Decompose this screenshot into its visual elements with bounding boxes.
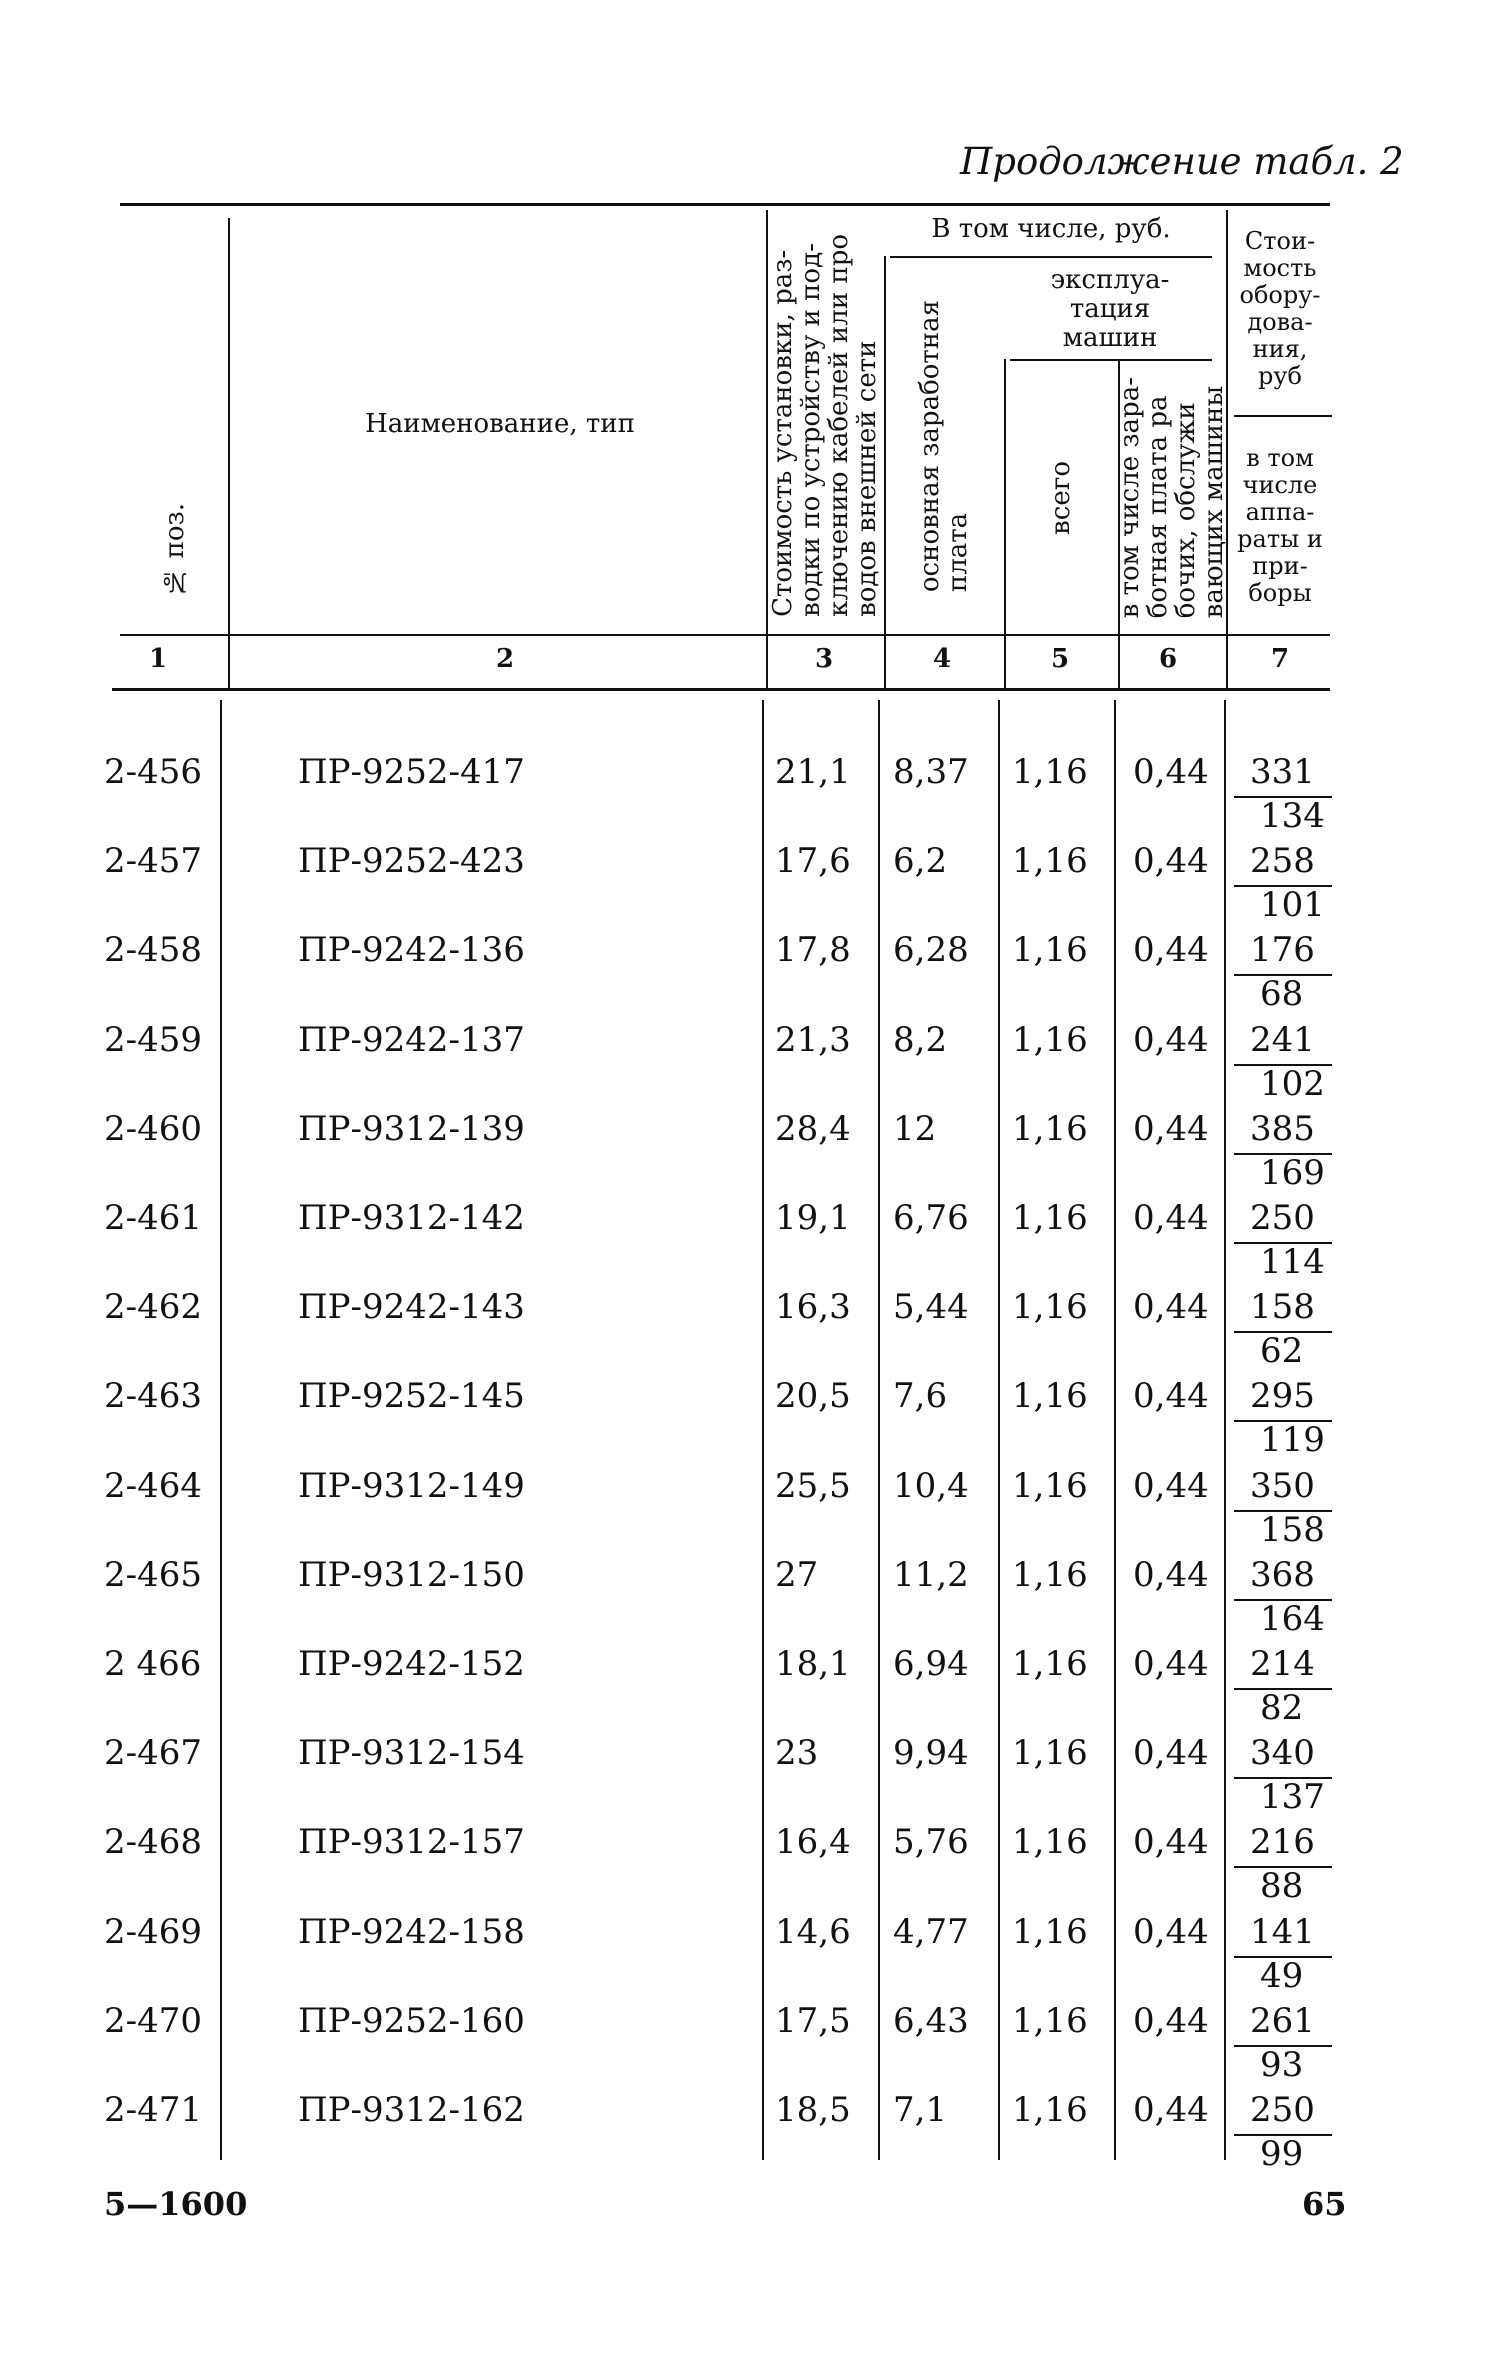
- cell-pos: 2-460: [104, 1109, 203, 1149]
- exploit-rule: [1010, 359, 1212, 361]
- page-title: Продолжение табл. 2: [960, 140, 1404, 183]
- cell-c6: 0,44: [1133, 1287, 1209, 1327]
- cell-c3: 23: [775, 1733, 819, 1773]
- colnum: 5: [1050, 644, 1070, 674]
- cell-name: ПР-9242-137: [298, 1020, 525, 1060]
- body-divider: [762, 700, 764, 2160]
- cell-pos: 2-458: [104, 930, 203, 970]
- cell-c5: 1,16: [1012, 752, 1088, 792]
- cell-pos: 2-471: [104, 2090, 203, 2130]
- cell-c6: 0,44: [1133, 1822, 1209, 1862]
- cell-c3: 17,6: [775, 841, 851, 881]
- cell-c4: 8,2: [893, 1020, 948, 1060]
- cell-c6: 0,44: [1133, 930, 1209, 970]
- equip-rule: [1234, 415, 1332, 417]
- header-bottom-rule: [120, 634, 1330, 636]
- header-incl-apparatus: в том числе аппа- раты и при- боры: [1237, 444, 1323, 607]
- cell-c5: 1,16: [1012, 1287, 1088, 1327]
- cell-equipment-cost: 250: [1250, 2090, 1315, 2130]
- cell-name: ПР-9252-145: [298, 1376, 525, 1416]
- header-name: Наименование, тип: [365, 409, 635, 439]
- cell-c6: 0,44: [1133, 2090, 1209, 2130]
- cell-c3: 14,6: [775, 1912, 851, 1952]
- body-divider: [878, 700, 880, 2160]
- header-incl: В том числе, руб.: [931, 214, 1171, 244]
- cell-name: ПР-9312-149: [298, 1466, 525, 1506]
- cell-c3: 20,5: [775, 1376, 851, 1416]
- cell-c3: 17,5: [775, 2001, 851, 2041]
- cell-c3: 18,5: [775, 2090, 851, 2130]
- cell-pos: 2-457: [104, 841, 203, 881]
- body-divider: [998, 700, 1000, 2160]
- cell-apparatus-cost: 169: [1260, 1153, 1325, 1193]
- cell-name: ПР-9242-152: [298, 1644, 525, 1684]
- cell-name: ПР-9252-423: [298, 841, 525, 881]
- cell-apparatus-cost: 62: [1260, 1331, 1304, 1371]
- colnum: 2: [495, 644, 515, 674]
- cell-c6: 0,44: [1133, 841, 1209, 881]
- cell-c3: 18,1: [775, 1644, 851, 1684]
- header-install: Стоимость установки, раз- водки по устройству и под- ключению кабелей или про водов внешней сети: [768, 233, 882, 617]
- cell-c5: 1,16: [1012, 930, 1088, 970]
- cell-apparatus-cost: 114: [1260, 1242, 1325, 1282]
- cell-c3: 17,8: [775, 930, 851, 970]
- colnum: 6: [1158, 644, 1178, 674]
- cell-name: ПР-9312-142: [298, 1198, 525, 1238]
- cell-apparatus-cost: 49: [1260, 1956, 1304, 1996]
- cell-equipment-cost: 216: [1250, 1822, 1315, 1862]
- cell-name: ПР-9312-162: [298, 2090, 525, 2130]
- cell-name: ПР-9252-160: [298, 2001, 525, 2041]
- cell-name: ПР-9312-157: [298, 1822, 525, 1862]
- cell-c6: 0,44: [1133, 1020, 1209, 1060]
- cell-c3: 16,3: [775, 1287, 851, 1327]
- cell-c4: 10,4: [893, 1466, 969, 1506]
- cell-apparatus-cost: 158: [1260, 1510, 1325, 1550]
- cell-equipment-cost: 295: [1250, 1376, 1315, 1416]
- cell-equipment-cost: 241: [1250, 1020, 1315, 1060]
- cell-c6: 0,44: [1133, 752, 1209, 792]
- cell-c6: 0,44: [1133, 1912, 1209, 1952]
- cell-pos: 2-462: [104, 1287, 203, 1327]
- cell-apparatus-cost: 68: [1260, 974, 1304, 1014]
- colnum-bottom-rule: [112, 688, 1330, 691]
- cell-apparatus-cost: 134: [1260, 796, 1325, 836]
- cell-name: ПР-9242-158: [298, 1912, 525, 1952]
- cell-c3: 16,4: [775, 1822, 851, 1862]
- cell-c3: 28,4: [775, 1109, 851, 1149]
- cell-name: ПР-9312-139: [298, 1109, 525, 1149]
- cell-c6: 0,44: [1133, 1733, 1209, 1773]
- cell-apparatus-cost: 119: [1260, 1420, 1325, 1460]
- header-pos: № поз.: [160, 503, 190, 597]
- cell-pos: 2-456: [104, 752, 203, 792]
- header-incl-wage: в том числе зара- ботная плата ра бочих, обслужи вающих машины: [1115, 376, 1229, 619]
- cell-equipment-cost: 176: [1250, 930, 1315, 970]
- cell-c6: 0,44: [1133, 1466, 1209, 1506]
- cell-pos: 2-459: [104, 1020, 203, 1060]
- cell-c4: 7,6: [893, 1376, 948, 1416]
- cell-equipment-cost: 340: [1250, 1733, 1315, 1773]
- cell-apparatus-cost: 137: [1260, 1777, 1325, 1817]
- cell-c6: 0,44: [1133, 1109, 1209, 1149]
- header-base-wage: основная заработная плата: [915, 299, 973, 593]
- colnum: 1: [148, 644, 168, 674]
- cell-c5: 1,16: [1012, 1020, 1088, 1060]
- cell-c5: 1,16: [1012, 1912, 1088, 1952]
- cell-pos: 2-469: [104, 1912, 203, 1952]
- cell-c6: 0,44: [1133, 1644, 1209, 1684]
- cell-c5: 1,16: [1012, 1376, 1088, 1416]
- cell-c6: 0,44: [1133, 1555, 1209, 1595]
- cell-equipment-cost: 250: [1250, 1198, 1315, 1238]
- cell-c4: 6,2: [893, 841, 948, 881]
- body-divider: [1224, 700, 1226, 2160]
- cell-equipment-cost: 331: [1250, 752, 1315, 792]
- cell-apparatus-cost: 101: [1260, 885, 1325, 925]
- cell-pos: 2-467: [104, 1733, 203, 1773]
- cell-c4: 8,37: [893, 752, 969, 792]
- cell-pos: 2-468: [104, 1822, 203, 1862]
- colnum: 3: [814, 644, 834, 674]
- cell-c3: 27: [775, 1555, 819, 1595]
- cell-c4: 5,44: [893, 1287, 969, 1327]
- cell-c5: 1,16: [1012, 2090, 1088, 2130]
- cell-equipment-cost: 368: [1250, 1555, 1315, 1595]
- cell-equipment-cost: 258: [1250, 841, 1315, 881]
- header-exploit: эксплуа- тация машин: [1050, 265, 1170, 353]
- header-equip: Стои- мость обору- дова- ния, руб: [1239, 227, 1321, 390]
- cell-apparatus-cost: 93: [1260, 2045, 1304, 2085]
- cell-apparatus-cost: 99: [1260, 2134, 1304, 2174]
- cell-pos: 2-465: [104, 1555, 203, 1595]
- cell-pos: 2-470: [104, 2001, 203, 2041]
- incl-rule: [890, 256, 1212, 258]
- cell-name: ПР-9242-143: [298, 1287, 525, 1327]
- cell-c4: 7,1: [893, 2090, 948, 2130]
- header-divider: [228, 218, 230, 688]
- footer-signature: 5—1600: [104, 2185, 248, 2223]
- header-total: всего: [1046, 460, 1076, 535]
- cell-c4: 6,76: [893, 1198, 969, 1238]
- cell-c3: 25,5: [775, 1466, 851, 1506]
- cell-c5: 1,16: [1012, 1198, 1088, 1238]
- cell-pos: 2 466: [104, 1644, 202, 1684]
- cell-equipment-cost: 261: [1250, 2001, 1315, 2041]
- cell-apparatus-cost: 88: [1260, 1866, 1304, 1906]
- cell-c5: 1,16: [1012, 1733, 1088, 1773]
- body-divider: [1114, 700, 1116, 2160]
- cell-c3: 19,1: [775, 1198, 851, 1238]
- cell-name: ПР-9242-136: [298, 930, 525, 970]
- cell-c4: 6,43: [893, 2001, 969, 2041]
- cell-c4: 9,94: [893, 1733, 969, 1773]
- cell-c5: 1,16: [1012, 2001, 1088, 2041]
- cell-c5: 1,16: [1012, 841, 1088, 881]
- cell-c6: 0,44: [1133, 1198, 1209, 1238]
- body-divider: [220, 700, 222, 2160]
- cell-equipment-cost: 158: [1250, 1287, 1315, 1327]
- cell-c5: 1,16: [1012, 1822, 1088, 1862]
- colnum: 7: [1270, 644, 1290, 674]
- table-top-rule: [120, 203, 1330, 206]
- cell-apparatus-cost: 164: [1260, 1599, 1325, 1639]
- cell-equipment-cost: 350: [1250, 1466, 1315, 1506]
- cell-pos: 2-461: [104, 1198, 203, 1238]
- cell-c4: 5,76: [893, 1822, 969, 1862]
- cell-equipment-cost: 385: [1250, 1109, 1315, 1149]
- cell-pos: 2-463: [104, 1376, 203, 1416]
- page-number: 65: [1302, 2185, 1347, 2223]
- cell-name: ПР-9312-154: [298, 1733, 525, 1773]
- cell-apparatus-cost: 82: [1260, 1688, 1304, 1728]
- cell-pos: 2-464: [104, 1466, 203, 1506]
- cell-apparatus-cost: 102: [1260, 1064, 1325, 1104]
- cell-c5: 1,16: [1012, 1466, 1088, 1506]
- cell-c4: 12: [893, 1109, 937, 1149]
- cell-c4: 11,2: [893, 1555, 969, 1595]
- cell-c4: 6,94: [893, 1644, 969, 1684]
- cell-c5: 1,16: [1012, 1109, 1088, 1149]
- cell-c3: 21,3: [775, 1020, 851, 1060]
- colnum: 4: [932, 644, 952, 674]
- cell-c5: 1,16: [1012, 1644, 1088, 1684]
- cell-c3: 21,1: [775, 752, 851, 792]
- cell-equipment-cost: 141: [1250, 1912, 1315, 1952]
- cell-name: ПР-9252-417: [298, 752, 525, 792]
- cell-equipment-cost: 214: [1250, 1644, 1315, 1684]
- cell-c4: 6,28: [893, 930, 969, 970]
- cell-c4: 4,77: [893, 1912, 969, 1952]
- cell-c6: 0,44: [1133, 1376, 1209, 1416]
- cell-name: ПР-9312-150: [298, 1555, 525, 1595]
- cell-c6: 0,44: [1133, 2001, 1209, 2041]
- cell-c5: 1,16: [1012, 1555, 1088, 1595]
